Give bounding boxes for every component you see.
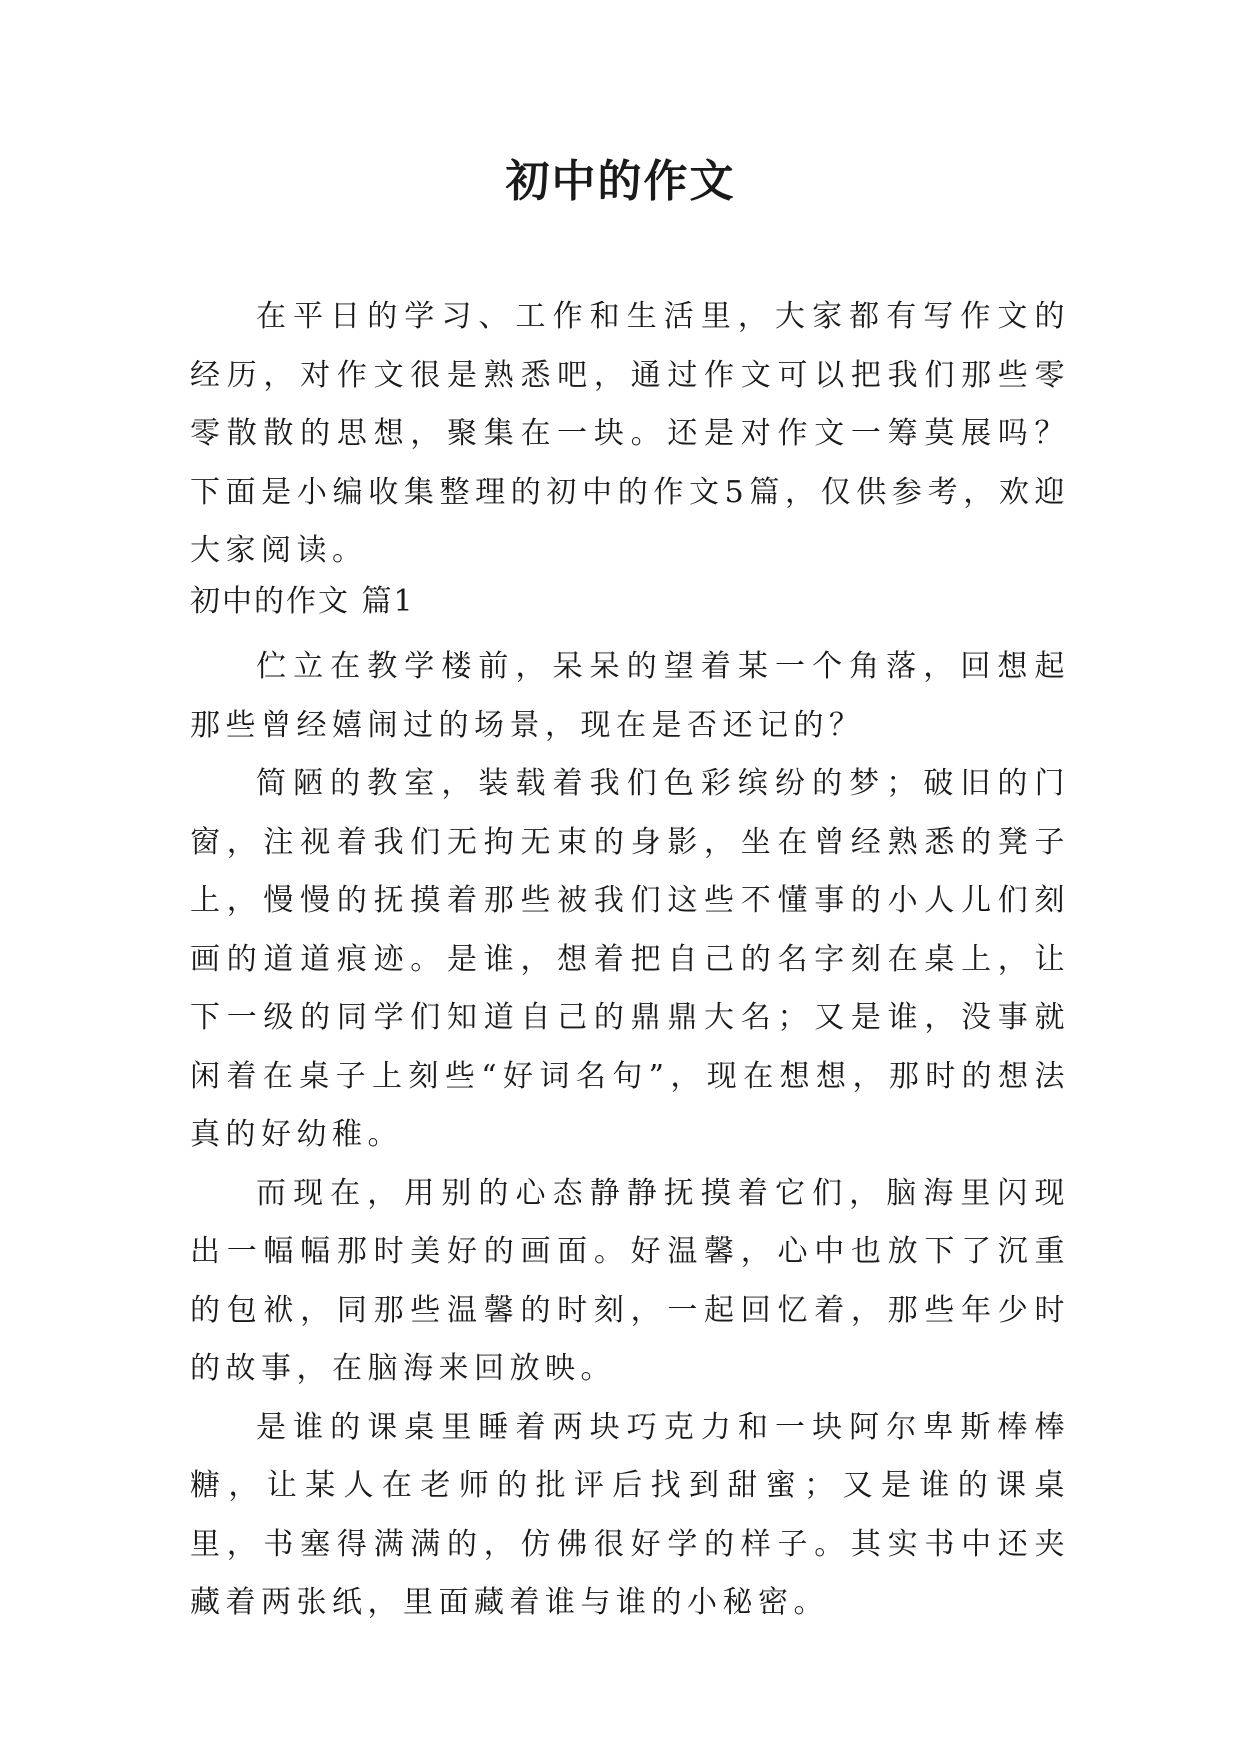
section-heading: 初中的作文 篇1 [190, 584, 415, 619]
section-body [190, 638, 1070, 1633]
section-paragraph-1: 伫立在教学楼前，呆呆的望着某一个角落，回想起那些曾经嬉闹过的场景，现在是否还记的？ [190, 649, 1070, 743]
section-paragraph-2: 简陋的教室，装载着我们色彩缤纷的梦；破旧的门窗，注视着我们无拘无束的身影，坐在曾经熟悉的凳子上，慢慢的抚摸着那些被我们这些不懂事的小人儿们刻画的道道痕迹。是谁，想着把自己的名字刻在桌上，让下一级的同学们知道自己的鼎鼎大名；又是谁，没事就闲着在桌子上刻些“好词名句”，现在想想，那时的想法真的好幼稚。 [190, 766, 1070, 1152]
document-title: 初中的作文 [505, 156, 736, 207]
section-paragraph-3: 而现在，用别的心态静静抚摸着它们，脑海里闪现出一幅幅那时美好的画面。好温馨，心中也放下了沉重的包袱，同那些温馨的时刻，一起回忆着，那些年少时的故事，在脑海来回放映。 [190, 1175, 1070, 1386]
intro-block [190, 288, 1070, 581]
section-paragraph-4: 是谁的课桌里睡着两块巧克力和一块阿尔卑斯棒棒糖，让某人在老师的批评后找到甜蜜；又是谁的课桌里，书塞得满满的，仿佛很好学的样子。其实书中还夹藏着两张纸，里面藏着谁与谁的小秘密。 [190, 1409, 1070, 1620]
intro-paragraph: 在平日的学习、工作和生活里，大家都有写作文的经历，对作文很是熟悉吧，通过作文可以把我们那些零零散散的思想，聚集在一块。还是对作文一筹莫展吗？下面是小编收集整理的初中的作文5篇，仅供参考，欢迎大家阅读。 [190, 299, 1070, 568]
